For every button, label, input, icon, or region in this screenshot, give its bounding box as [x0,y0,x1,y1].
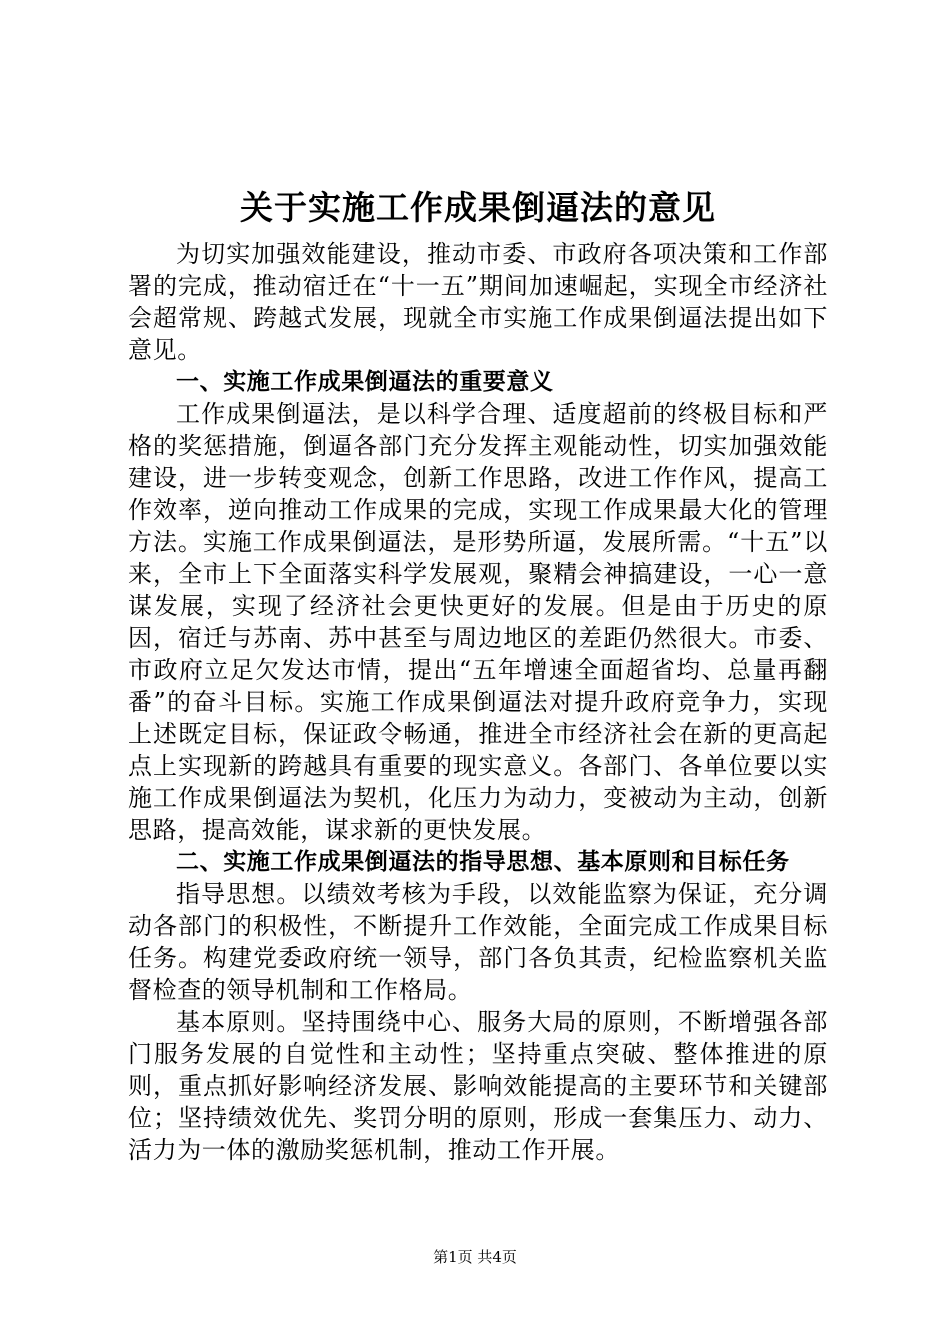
section-1-heading: 一、实施工作成果倒逼法的重要意义 [176,369,554,395]
section-1-paragraph: 工作成果倒逼法，是以科学合理、适度超前的终极目标和严格的奖惩措施，倒逼各部门充分发挥主观能动性，切实加强效能建设，进一步转变观念，创新工作思路，改进工作作风，提高工作效率，逆向推动工作成果的完成，实现工作成果最大化的管理方法。实施工作成果倒逼法，是形势所逼，发展所需。“十五”以来，全市上下全面落实科学发展观，聚精会神搞建设，一心一意谋发展，实现了经济社会更快更好的发展。但是由于历史的原因，宿迁与苏南、苏中甚至与周边地区的差距仍然很大。市委、市政府立足欠发达市情，提出“五年增速全面超省均、总量再翻番”的奋斗目标。实施工作成果倒逼法对提升政府竞争力，实现上述既定目标，保证政令畅通，推进全市经济社会在新的更高起点上实现新的跨越具有重要的现实意义。各部门、各单位要以实施工作成果倒逼法为契机，化压力为动力，变被动为主动，创新思路，提高效能，谋求新的更快发展。 [128,400,828,844]
page-number-footer: 第1页 共4页 [433,1248,517,1266]
document-title: 关于实施工作成果倒逼法的意见 [240,188,716,227]
intro-paragraph: 为切实加强效能建设，推动市委、市政府各项决策和工作部署的完成，推动宿迁在“十一五”期间加速崛起，实现全市经济社会超常规、跨越式发展，现就全市实施工作成果倒逼法提出如下意见。 [128,240,828,364]
section-2-heading: 二、实施工作成果倒逼法的指导思想、基本原则和目标任务 [176,849,790,875]
basic-principles-paragraph: 基本原则。坚持围绕中心、服务大局的原则，不断增强各部门服务发展的自觉性和主动性；坚持重点突破、整体推进的原则，重点抓好影响经济发展、影响效能提高的主要环节和关键部位；坚持绩效优先、奖罚分明的原则，形成一套集压力、动力、活力为一体的激励奖惩机制，推动工作开展。 [128,1008,828,1164]
document-body [128,186,828,1166]
guiding-ideology-paragraph: 指导思想。以绩效考核为手段，以效能监察为保证，充分调动各部门的积极性，不断提升工作效能，全面完成工作成果目标任务。构建党委政府统一领导，部门各负其责，纪检监察机关监督检查的领导机制和工作格局。 [128,880,828,1004]
